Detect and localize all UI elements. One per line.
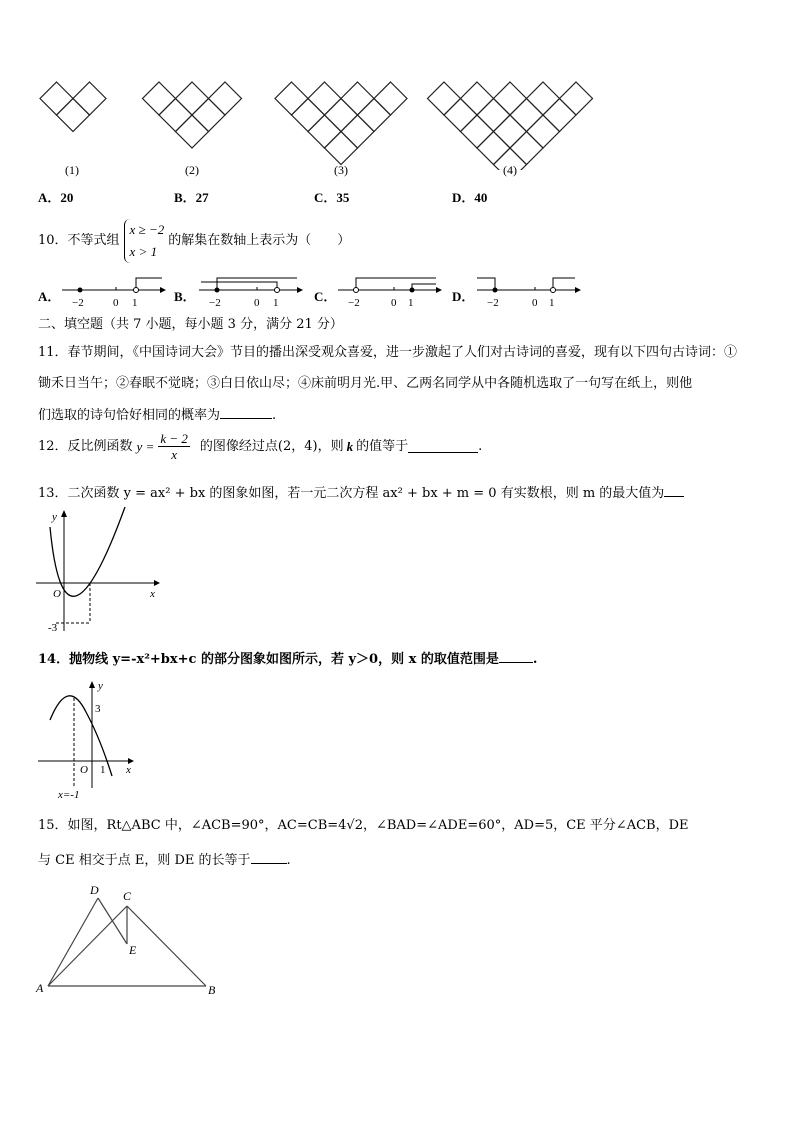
segment-cb <box>127 906 206 986</box>
tick-label: −2 <box>72 297 84 309</box>
tick-label: 1 <box>549 297 555 309</box>
symmetry-axis-label: x=-1 <box>58 789 80 801</box>
q9-caption-3: (3) <box>334 163 348 177</box>
arrow-icon <box>297 287 303 293</box>
point-d-label: D <box>90 883 99 897</box>
q12-fraction: $\frac{k - 2}{x}$ <box>160 431 188 462</box>
q13-graph <box>30 505 170 637</box>
q10-system <box>124 219 165 263</box>
segment-ad <box>48 898 98 986</box>
lattice-rhombus <box>159 99 192 132</box>
lattice-rhombus <box>527 82 560 115</box>
origin-label: O <box>80 764 88 776</box>
q9-figure-1 <box>40 82 106 132</box>
y-axis-label: y <box>52 511 57 523</box>
q10-system-line1: x ≥ −2 <box>129 222 165 237</box>
lattice-rhombus <box>543 99 576 132</box>
q13-stem: 13．二次函数 y = ax² + bx 的图象如图，若一元二次方程 ax² + bx + m = 0 有实数根，则 m 的最大值为 <box>38 484 684 503</box>
q9-option-a[interactable]: A．20 <box>38 190 74 205</box>
q10-stem <box>38 219 350 263</box>
lattice-rhombus <box>444 99 477 132</box>
q10-numberline-c[interactable] <box>336 270 446 310</box>
min-value-label: -3 <box>48 622 58 634</box>
lattice-rhombus <box>292 99 325 132</box>
lattice-rhombus <box>73 82 106 115</box>
q9-option-d[interactable]: D．40 <box>452 190 488 205</box>
q9-caption-2: (2) <box>185 163 199 177</box>
x-axis-label: x <box>150 588 155 600</box>
lattice-rhombus <box>176 82 209 115</box>
q10-system-line2: x > 1 <box>129 244 158 259</box>
lattice-rhombus <box>325 99 358 132</box>
q9-option-c[interactable]: C．35 <box>314 190 350 205</box>
q15-answer-blank[interactable] <box>251 851 287 864</box>
tick-label: 1 <box>408 297 414 309</box>
lattice-rhombus <box>308 115 341 148</box>
q9-figure-2 <box>143 82 242 148</box>
q10-numberline-d[interactable] <box>475 270 585 310</box>
lattice-rhombus <box>494 115 527 148</box>
q9-caption-1: (1) <box>65 163 79 177</box>
q10-numberline-b[interactable] <box>197 270 307 310</box>
q11-line3: 们选取的诗句恰好相同的概率为 . <box>38 408 277 423</box>
point-c-label: C <box>123 889 132 903</box>
lattice-rhombus <box>325 132 358 165</box>
q14-stem: 14．抛物线 y=-x²+bx+c 的部分图象如图所示，若 y＞0，则 x 的取值范围是 . <box>38 652 538 667</box>
tick-label: 1 <box>273 297 279 309</box>
q11-line2: 锄禾日当午；②春眠不觉晓；③白日依山尽；④床前明月光.甲、乙两名同学从中各随机选取了一句写在纸上，则他 <box>38 376 693 391</box>
lattice-rhombus <box>510 99 543 132</box>
lattice-rhombus <box>308 82 341 115</box>
arrow-icon <box>160 287 166 293</box>
point-b-label: B <box>208 983 216 997</box>
q15-figure <box>34 880 224 1005</box>
segment-ac <box>48 906 127 986</box>
tick-label: 0 <box>532 297 538 309</box>
tick-label: −2 <box>348 297 360 309</box>
tick-label: −2 <box>209 297 221 309</box>
arrow-icon <box>89 681 95 688</box>
lattice-rhombus <box>461 115 494 148</box>
lattice-rhombus <box>374 82 407 115</box>
q9-caption-4: (4) <box>503 163 517 177</box>
arrow-icon <box>154 580 160 586</box>
point-e-label: E <box>129 943 137 957</box>
y-intercept-label: 3 <box>95 703 101 715</box>
q10-prefix: 10．不等式组 <box>38 233 120 248</box>
lattice-rhombus <box>341 82 374 115</box>
q9-figure-4 <box>428 82 593 170</box>
lattice-rhombus <box>477 99 510 132</box>
q11-answer-blank[interactable] <box>220 406 272 419</box>
q12-function-lhs: y = <box>136 438 155 454</box>
q9-figure-3 <box>275 82 407 165</box>
lattice-rhombus <box>527 115 560 148</box>
q15-line1: 15．如图，Rt△ABC 中，∠ACB=90°，AC=CB=4√2，∠BAD=∠ADE=60°，AD=5，CE 平分∠ACB，DE <box>38 818 689 833</box>
q12-answer-blank[interactable] <box>408 440 478 453</box>
lattice-rhombus <box>461 82 494 115</box>
lattice-rhombus <box>176 115 209 148</box>
lattice-rhombus <box>192 99 225 132</box>
arrow-icon <box>61 510 67 517</box>
lattice-rhombus <box>358 99 391 132</box>
tick-label: 0 <box>113 297 119 309</box>
q13-answer-blank[interactable] <box>664 484 684 497</box>
q10-option-c-label[interactable]: C． <box>314 289 337 304</box>
q9-figures <box>0 70 794 170</box>
q14-graph <box>30 676 150 802</box>
lattice-rhombus <box>510 132 543 165</box>
lattice-rhombus <box>341 115 374 148</box>
lattice-rhombus <box>494 82 527 115</box>
q10-option-d-label[interactable]: D． <box>452 289 475 304</box>
segment-de <box>98 898 127 944</box>
lattice-rhombus <box>275 82 308 115</box>
q10-numberline-a[interactable] <box>60 270 170 310</box>
tick-label: 0 <box>254 297 260 309</box>
arrow-icon <box>575 287 581 293</box>
lattice-rhombus <box>40 82 73 115</box>
lattice-rhombus <box>143 82 176 115</box>
tick-label: −2 <box>487 297 499 309</box>
lattice-rhombus <box>209 82 242 115</box>
root-label: 1 <box>100 764 106 776</box>
lattice-rhombus <box>57 99 90 132</box>
x-axis-label: x <box>126 764 131 776</box>
lattice-rhombus <box>477 132 510 165</box>
tick-label: 0 <box>391 297 397 309</box>
section-heading: 二、填空题（共 7 小题，每小题 3 分，满分 21 分） <box>38 317 343 332</box>
q14-answer-blank[interactable] <box>499 650 533 663</box>
q9-option-b[interactable]: B．27 <box>174 190 209 205</box>
lattice-rhombus <box>428 82 461 115</box>
arrow-icon <box>436 287 442 293</box>
q10-suffix: 的解集在数轴上表示为（ ） <box>168 233 351 248</box>
q10-option-b-label[interactable]: B． <box>174 289 196 304</box>
q15-line2: 与 CE 相交于点 E，则 DE 的长等于 . <box>38 853 291 868</box>
origin-label: O <box>53 588 61 600</box>
q12-stem: 12．反比例函数 y = $\frac{k - 2}{x}$ 的图像经过点(2，4)，则 k 的值等于 . <box>38 431 483 462</box>
lattice-rhombus <box>560 82 593 115</box>
y-axis-label: y <box>98 680 103 692</box>
tick-label: 1 <box>132 297 138 309</box>
q11-line1: 11．春节期间，《中国诗词大会》节目的播出深受观众喜爱，进一步激起了人们对古诗词的喜爱，现有以下四句古诗词：① <box>38 345 738 360</box>
q10-option-a-label[interactable]: A． <box>38 289 61 304</box>
point-a-label: A <box>36 981 44 995</box>
